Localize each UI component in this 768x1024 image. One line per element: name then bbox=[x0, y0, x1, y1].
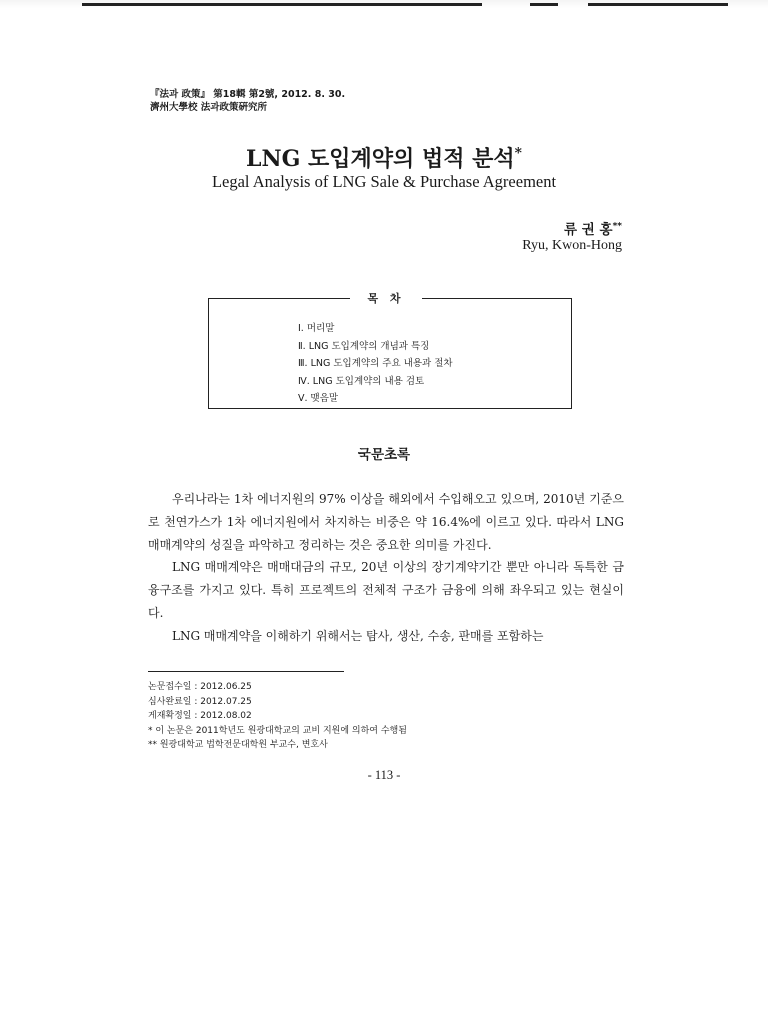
toc-list bbox=[298, 320, 453, 408]
author-text: 류 권 홍 bbox=[564, 222, 613, 238]
footnote-review-date: 심사완료일 : 2012.07.25 bbox=[148, 696, 252, 707]
toc-item: Ⅳ. LNG 도입계약의 내용 검토 bbox=[298, 375, 425, 387]
author-footnote-mark: ** bbox=[612, 221, 622, 232]
toc-item: Ⅱ. LNG 도입계약의 개념과 특징 bbox=[298, 340, 430, 352]
title-footnote-mark: * bbox=[514, 145, 522, 162]
article-title-korean bbox=[0, 142, 768, 173]
author-name-english: Ryu, Kwon-Hong bbox=[522, 238, 622, 253]
abstract-paragraph: LNG 매매계약을 이해하기 위해서는 탐사, 생산, 수송, 판매를 포함하는 bbox=[172, 628, 544, 643]
author-name-korean bbox=[564, 218, 622, 238]
page-number: - 113 - bbox=[367, 768, 401, 782]
journal-info bbox=[150, 88, 345, 114]
scan-artifact-line bbox=[530, 3, 558, 6]
footnote-accepted-date: 게재확정일 : 2012.08.02 bbox=[148, 711, 252, 722]
footnote-divider bbox=[148, 671, 344, 672]
footnotes bbox=[148, 680, 628, 753]
toc-item: Ⅲ. LNG 도입계약의 주요 내용과 절차 bbox=[298, 358, 453, 369]
title-text: LNG 도입계약의 법적 분석 bbox=[246, 146, 515, 172]
abstract-paragraph: 우리나라는 1차 에너지원의 97% 이상을 해외에서 수입해오고 있으며, 2010년 기준으로 천연가스가 1차 에너지원에서 차지하는 비중은 약 16.4%에 이르고 있다. 따라서 LNG 매매계약의 성질을 파악하고 정리하는 것은 중요한 의미를 가진다. bbox=[148, 492, 624, 552]
journal-citation: 『法과 政策』 第18輯 第2號, 2012. 8. 30. bbox=[150, 89, 346, 100]
toc-heading: 목 차 bbox=[367, 292, 405, 305]
scan-artifact-line bbox=[82, 3, 482, 6]
footnote-funding: * 이 논문은 2011학년도 원광대학교의 교비 지원에 의하여 수행됨 bbox=[148, 725, 407, 736]
scan-artifact-line bbox=[588, 3, 728, 6]
article-title-english: Legal Analysis of LNG Sale & Purchase Agreement bbox=[211, 172, 557, 191]
abstract-heading: 국문초록 bbox=[357, 447, 411, 463]
toc-item: Ⅰ. 머리말 bbox=[298, 323, 335, 334]
footnote-author-affiliation: ** 원광대학교 법학전문대학원 부교수, 변호사 bbox=[148, 740, 328, 751]
toc-item: Ⅴ. 맺음말 bbox=[298, 393, 339, 404]
abstract-body bbox=[148, 488, 624, 648]
abstract-paragraph: LNG 매매계약은 매매대금의 규모, 20년 이상의 장기계약기간 뿐만 아니라 독특한 금융구조를 가지고 있다. 특히 프로젝트의 전체적 구조가 금융에 의해 좌우되고 있는 현실이다. bbox=[148, 560, 624, 620]
footnote-received-date: 논문접수일 : 2012.06.25 bbox=[148, 682, 252, 692]
journal-publisher: 濟州大學校 法과政策硏究所 bbox=[150, 102, 267, 113]
